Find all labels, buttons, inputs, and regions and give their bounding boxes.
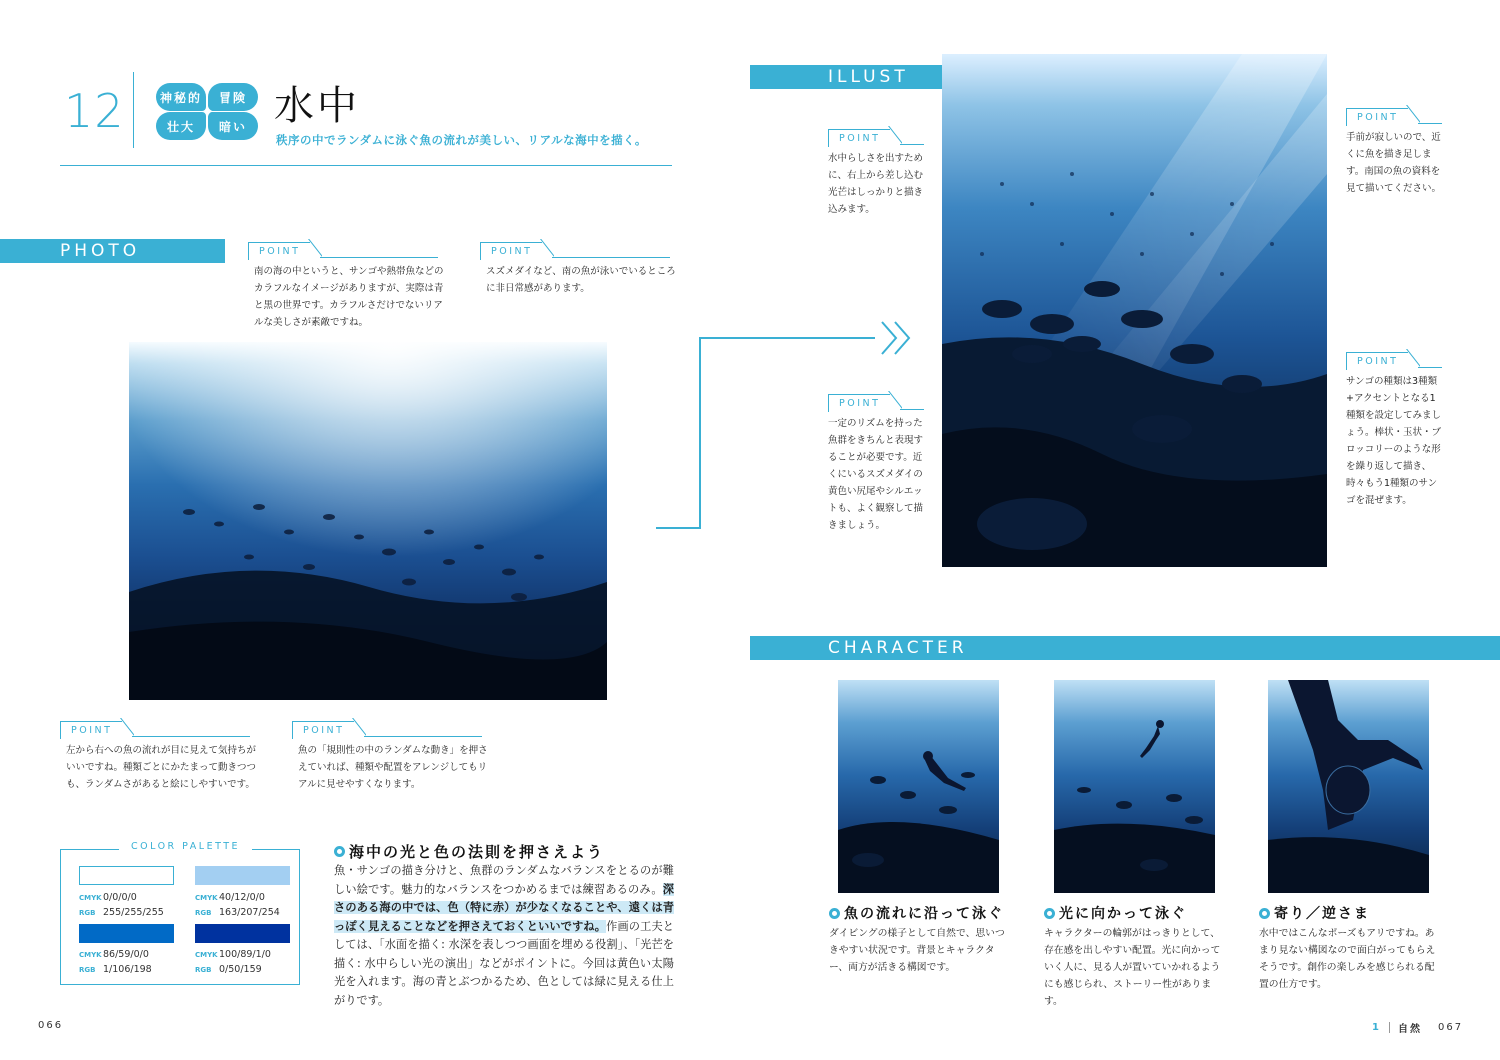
- character-caption-text: 光に向かって泳ぐ: [1059, 906, 1187, 922]
- illust-point-2: [828, 391, 924, 412]
- point-tag: POINT: [1346, 352, 1408, 370]
- bullet-icon: [1044, 908, 1055, 919]
- photo-point-4-text: 魚の「規則性の中のランダムな動き」を押さえていれば、種類や配置をアレンジしてもリアルに見せやすくなります。: [298, 745, 488, 790]
- fish-school-illustration: [129, 342, 607, 700]
- body-part: 魚・サンゴの描き分けと、魚群のランダムなバランスをとるのが難しい絵です。魅力的なバランスをつかめるまでは練習あるのみ。: [334, 864, 674, 896]
- diver-toward-light-figure: [1054, 680, 1215, 893]
- underwater-illustration: [942, 54, 1327, 567]
- point-tag: POINT: [828, 394, 890, 412]
- photo-point-1-text: 南の海の中というと、サンゴや熱帯魚などのカラフルなイメージがありますが、実際は青と黒の世界です。カラフルさだけでないリアルな美しさが素敵ですね。: [254, 266, 444, 328]
- header-rule: [60, 165, 672, 166]
- character-text-1: ダイビングの様子として自然で、思いつきやすい状況です。背景とキャラクター、両方が活きる構図です。: [829, 928, 1005, 973]
- mood-tag: 暗い: [208, 112, 258, 140]
- illust-point-4-text: サンゴの種類は3種類+アクセントとなる1種類を設定してみましょう。棒状・玉状・ブロッコリーのような形を繰り返して描き、時々もう1種類のサンゴを混ぜます。: [1346, 376, 1442, 506]
- footer-chapter: 1: [1372, 1022, 1381, 1033]
- illust-point-1-text: 水中らしさを出すために、右上から差し込む光芒はしっかりと描き込みます。: [828, 153, 924, 215]
- illust-point-3-text: 手前が寂しいので、近くに魚を描き足します。南国の魚の資料を見て描いてください。: [1346, 132, 1442, 194]
- illust-point-3: [1346, 105, 1442, 126]
- character-image-3: [1268, 680, 1429, 893]
- color-swatch-3: [79, 924, 174, 943]
- photo-point-3: [60, 718, 250, 739]
- point-tag: POINT: [292, 721, 354, 739]
- point-tag: POINT: [248, 242, 310, 260]
- page-number-right: 067: [1437, 1022, 1464, 1033]
- photo-section-label: PHOTO: [60, 241, 141, 261]
- point-tag: POINT: [480, 242, 542, 260]
- photo-section-bar: [0, 239, 225, 263]
- color-swatch-4: [195, 924, 290, 943]
- footer-category: 自然: [1397, 1024, 1422, 1035]
- illust-point-4: [1346, 349, 1442, 370]
- illust-point-2-text: 一定のリズムを持った魚群をきちんと表現することが必要です。近くにいるスズメダイの黄色い尻尾やシルエットも、よく観察して描きましょう。: [828, 418, 924, 531]
- footer-divider: [1389, 1022, 1390, 1033]
- color-code-4: CMYK100/89/1/0 RGB 0/50/159: [195, 949, 271, 975]
- diver-along-fish-figure: [838, 680, 999, 893]
- footer-right: [1372, 1020, 1463, 1035]
- mood-tags: [156, 83, 260, 141]
- character-text-2: キャラクターの輪郭がはっきりとして、存在感を出しやすい配置。光に向かっていく人に、見る人が置いていかれるようにも感じられ、ストーリー性があります。: [1044, 928, 1221, 1007]
- main-heading-text: 海中の光と色の法則を押さえよう: [349, 843, 605, 861]
- mood-tag: 壮大: [156, 112, 206, 140]
- body-part: 作画の工夫としては、「水面を描く: 水深を表しつつ画面を埋める役割」、「光芒を描く: 水中らしい光の演出」などがポイントに。今回は黄色い太陽光を入れます。海の青とぶつかるため、色としては緑に見える仕上がりです。: [334, 919, 674, 1007]
- reef-illustration: [942, 54, 1327, 567]
- color-code-3: CMYK86/59/0/0 RGB 1/106/198: [79, 949, 152, 975]
- main-heading: [334, 841, 604, 862]
- chapter-number: 12: [64, 84, 125, 138]
- bullet-icon: [829, 908, 840, 919]
- illust-section-label: ILLUST: [828, 67, 909, 87]
- character-caption-text: 魚の流れに沿って泳ぐ: [844, 906, 1004, 922]
- sparkle-icon: ✦: [201, 102, 215, 121]
- point-tag: POINT: [1346, 108, 1408, 126]
- character-caption-2: [1044, 903, 1187, 923]
- page-title: 水中: [274, 83, 360, 129]
- photo-point-1: [248, 239, 438, 260]
- page-subtitle: 秩序の中でランダムに泳ぐ魚の流れが美しい、リアルな海中を描く。: [276, 133, 647, 147]
- diver-upside-down-figure: [1268, 680, 1429, 893]
- color-swatch-2: [195, 866, 290, 885]
- underwater-photo: [129, 342, 607, 700]
- bullet-icon: [334, 846, 345, 857]
- bullet-icon: [1259, 908, 1270, 919]
- illust-section-bar: [750, 65, 942, 89]
- illust-point-1: [828, 126, 924, 147]
- photo-point-2-text: スズメダイなど、南の魚が泳いでいるところに非日常感があります。: [486, 266, 676, 294]
- color-swatch-1: [79, 866, 174, 885]
- photo-point-3-text: 左から右への魚の流れが目に見えて気持ちがいいですね。種類ごとにかたまって動きつつも、ランダムさがあると絵にしやすいです。: [66, 745, 257, 790]
- photo-point-2: [480, 239, 670, 260]
- character-caption-3: [1259, 903, 1370, 923]
- page-number-left: 066: [38, 1020, 64, 1031]
- character-caption-text: 寄り／逆さま: [1274, 906, 1370, 922]
- character-section-bar: [750, 636, 1500, 660]
- color-palette: [60, 841, 300, 985]
- color-code-1: CMYK0/0/0/0 RGB 255/255/255: [79, 892, 164, 918]
- character-image-1: [838, 680, 999, 893]
- character-image-2: [1054, 680, 1215, 893]
- mood-tag: 神秘的: [156, 83, 206, 111]
- main-body: [334, 862, 674, 1010]
- photo-point-4: [292, 718, 482, 739]
- character-section-label: CHARACTER: [828, 638, 968, 658]
- mood-tag: 冒険: [208, 83, 258, 111]
- character-caption-1: [829, 903, 1004, 923]
- body-highlight: 深さのある海の中では、色（特に赤）が少なくなることや、遠くは青っぽく見えることなどを押さえておくといいですね。: [334, 882, 674, 933]
- character-text-3: 水中ではこんなポーズもアリですね。あまり見ない構図なので面白がってもらえそうです。創作の楽しみを感じられる配置の仕方です。: [1259, 928, 1436, 990]
- palette-title: COLOR PALETTE: [119, 841, 252, 852]
- header-divider: [133, 72, 134, 148]
- point-tag: POINT: [828, 129, 890, 147]
- point-tag: POINT: [60, 721, 122, 739]
- color-code-2: CMYK40/12/0/0 RGB 163/207/254: [195, 892, 280, 918]
